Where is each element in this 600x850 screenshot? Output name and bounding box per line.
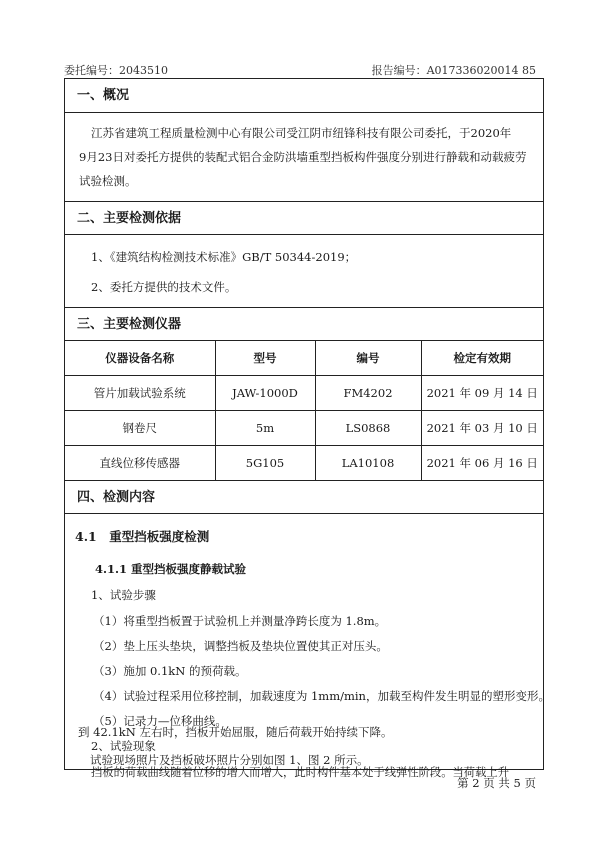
basis-item-1: 1、《建筑结构检测技术标准》GB/T 50344-2019； — [91, 250, 357, 264]
table-cell: 直线位移传感器 — [65, 446, 215, 481]
phenomenon-line-1: 挡板的荷载曲线随着位移的增大而增大，此时构件基本处于线弹性阶段。当荷载上升 — [91, 766, 509, 779]
table-cell: 2021 年 09 月 14 日 — [421, 376, 543, 411]
step-5: （5）记录力—位移曲线。 — [93, 714, 227, 728]
steps-title: 1、试验步骤 — [91, 588, 156, 602]
subsection-4-1: 4.1 重型挡板强度检测 — [75, 529, 210, 544]
table-header-cell: 仪器设备名称 — [65, 341, 215, 376]
step-1: （1）将重型挡板置于试验机上并测量净跨长度为 1.8m。 — [93, 614, 387, 628]
table-header-cell: 型号 — [215, 341, 315, 376]
divider — [65, 513, 543, 514]
divider — [65, 234, 543, 235]
table-header-cell: 编号 — [315, 341, 421, 376]
table-cell: LS0868 — [315, 411, 421, 446]
table-cell: 2021 年 03 月 10 日 — [421, 411, 543, 446]
overview-line-2: 9月23日对委托方提供的装配式铝合金防洪墙重型挡板构件强度分别进行静载和动载疲劳 — [79, 150, 527, 164]
table-cell: 钢卷尺 — [65, 411, 215, 446]
report-frame — [64, 78, 550, 779]
step-4: （4）试验过程采用位移控制，加载速度为 1mm/min，加载至构件发生明显的塑形变形。 — [93, 689, 550, 703]
table-cell: 5G105 — [215, 446, 315, 481]
table-cell: 5m — [215, 411, 315, 446]
table-row — [65, 446, 543, 481]
table-header-row — [65, 341, 543, 376]
photo-reference-line: 试验现场照片及挡板破坏照片分别如图 1、图 2 所示。 — [90, 753, 369, 767]
phenomenon-line-2: 到 42.1kN 左右时，挡板开始屈服，随后荷载开始持续下降。 — [78, 725, 393, 739]
table-row — [65, 376, 543, 411]
table-cell: JAW-1000D — [215, 376, 315, 411]
table-cell: 2021 年 06 月 16 日 — [421, 446, 543, 481]
page-header — [64, 62, 536, 78]
basis-item-2: 2、委托方提供的技术文件。 — [91, 280, 237, 294]
section-title-overview: 一、概况 — [77, 88, 130, 103]
section-title-instruments: 三、主要检测仪器 — [65, 307, 543, 340]
table-cell: 管片加载试验系统 — [65, 376, 215, 411]
table-row — [65, 411, 543, 446]
step-3: （3）施加 0.1kN 的预荷载。 — [93, 664, 247, 678]
subsection-4-1-1: 4.1.1 重型挡板强度静载试验 — [95, 562, 247, 576]
overview-line-3: 试验检测。 — [79, 174, 137, 188]
divider — [65, 112, 543, 113]
section-title-content: 四、检测内容 — [65, 480, 543, 513]
table-header-cell: 检定有效期 — [421, 341, 543, 376]
step-2: （2）垫上压头垫块，调整挡板及垫块位置使其正对压头。 — [93, 639, 388, 653]
instruments-table — [65, 340, 543, 481]
report-number: 报告编号：A017336020014 85 — [371, 64, 536, 77]
commission-number: 委托编号：2043510 — [64, 64, 168, 77]
page-number: 第 2 页 共 5 页 — [457, 776, 536, 790]
table-cell: FM4202 — [315, 376, 421, 411]
table-cell: LA10108 — [315, 446, 421, 481]
phenomenon-title: 2、试验现象 — [91, 739, 156, 753]
overview-line-1: 江苏省建筑工程质量检测中心有限公司受江阴市纽锋科技有限公司委托，于2020年 — [91, 126, 512, 140]
section-title-basis: 二、主要检测依据 — [65, 201, 543, 234]
